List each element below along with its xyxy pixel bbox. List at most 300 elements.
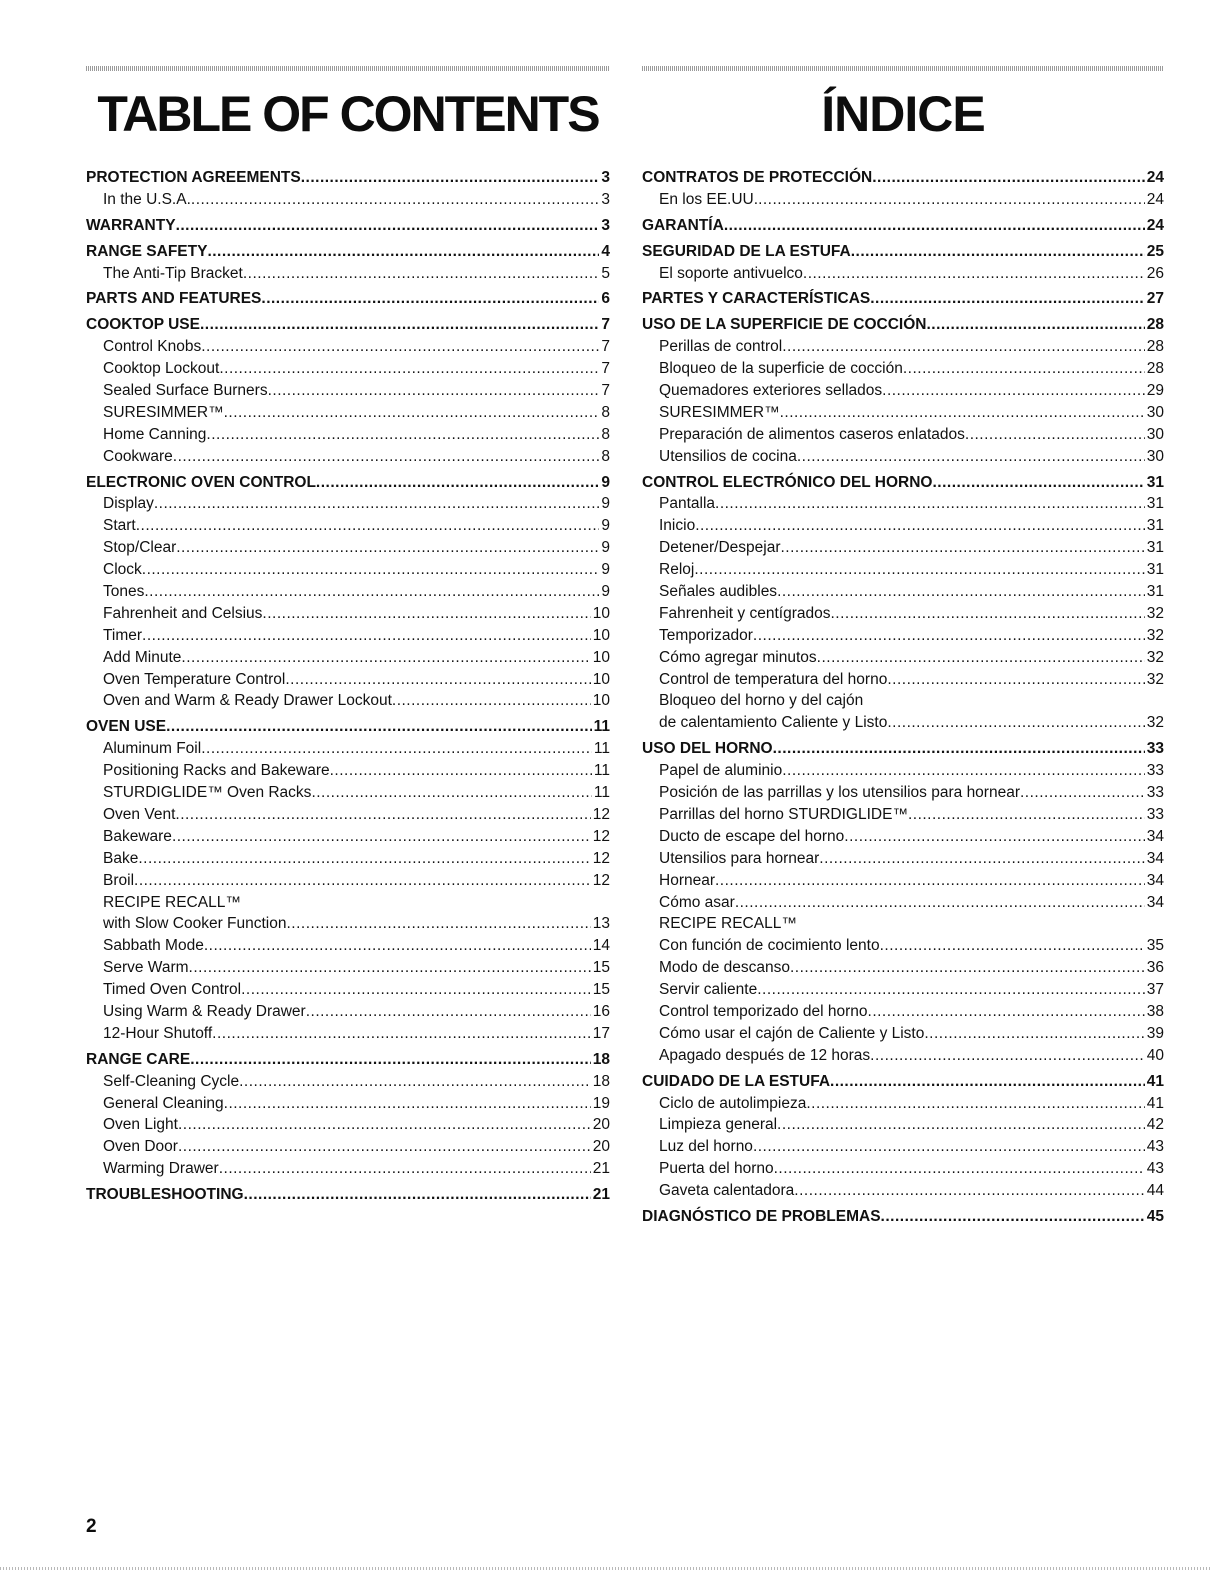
toc-subentry: [642, 380, 1164, 402]
entry-page-number: 9: [601, 495, 610, 513]
toc-subentry: [642, 1136, 1164, 1158]
entry-page-number: 24: [1146, 216, 1164, 234]
entry-page-number: 25: [1146, 242, 1164, 260]
entry-page-number: 24: [1146, 169, 1164, 186]
entry-title: Bakeware: [103, 827, 172, 845]
toc-section-entry: [86, 472, 610, 494]
entry-page-number: 3: [601, 169, 610, 186]
entry-page-number: 37: [1146, 981, 1164, 999]
entry-title: COOKTOP USE: [86, 316, 200, 334]
toc-subentry: [642, 1114, 1164, 1136]
toc-section-entry: [642, 1071, 1164, 1093]
entry-title: Perillas de control: [659, 338, 783, 356]
dot-leader: [244, 1184, 591, 1206]
toc-subentry: [86, 979, 610, 1001]
entry-title: Bloqueo del horno y del cajón: [659, 692, 864, 710]
entry-page-number: 9: [601, 539, 610, 557]
entry-page-number: 11: [593, 784, 610, 802]
entry-page-number: 41: [1146, 1094, 1164, 1112]
entry-page-number: 9: [601, 517, 610, 535]
dot-leader: [392, 690, 591, 712]
entry-page-number: 7: [601, 382, 610, 400]
toc-subentry: [642, 402, 1164, 424]
toc-subentry: [86, 1071, 610, 1093]
entry-page-number: 35: [1146, 937, 1164, 955]
dot-leader: [178, 1114, 591, 1136]
dot-leader: [715, 493, 1145, 515]
toc-subentry: [642, 625, 1164, 647]
toc-section-entry: [642, 314, 1164, 336]
entry-page-number: 11: [593, 740, 610, 758]
entry-page-number: 9: [601, 561, 610, 579]
entry-title: RECIPE RECALL™: [659, 915, 797, 933]
bottom-divider: [0, 1567, 1211, 1570]
entry-page-number: 11: [593, 718, 610, 736]
toc-subentry: [86, 1093, 610, 1115]
entry-title: Cómo usar el cajón de Caliente y Listo: [659, 1024, 925, 1042]
entry-title: Utensilios de cocina: [659, 447, 797, 465]
entry-page-number: 5: [601, 264, 610, 282]
dot-leader: [207, 241, 599, 263]
dot-leader: [887, 712, 1144, 734]
toc-subentry: [86, 1023, 610, 1045]
entry-title: CONTRATOS DE PROTECCIÓN: [642, 169, 873, 186]
entry-title: SURESIMMER™: [103, 403, 224, 421]
dot-leader: [794, 1180, 1144, 1202]
toc-subentry: [86, 189, 610, 211]
entry-title: Posición de las parrillas y los utensilios para hornear: [659, 784, 1020, 802]
entry-title: Self-Cleaning Cycle: [103, 1072, 240, 1090]
entry-page-number: 34: [1146, 893, 1164, 911]
dot-leader: [797, 446, 1145, 468]
toc-subentry: [642, 559, 1164, 581]
toc-subentry: [642, 935, 1164, 957]
toc-subentry: [86, 913, 610, 935]
dot-leader: [154, 493, 600, 515]
dot-leader: [803, 263, 1145, 285]
entry-title: Control Knobs: [103, 338, 202, 356]
entry-title: Broil: [103, 871, 135, 889]
entry-page-number: 33: [1146, 740, 1164, 758]
dot-leader: [166, 716, 592, 738]
entry-page-number: 29: [1146, 382, 1164, 400]
toc-subentry: [642, 913, 1164, 935]
entry-title: Control de temperatura del horno: [659, 670, 888, 688]
dot-leader: [176, 537, 599, 559]
entry-title: PARTS AND FEATURES: [86, 290, 262, 308]
dot-leader: [219, 358, 599, 380]
entry-page-number: 9: [601, 583, 610, 601]
dot-leader: [868, 1001, 1145, 1023]
toc-subentry: [642, 189, 1164, 211]
entry-title: Fahrenheit y centígrados: [659, 604, 831, 622]
toc-subentry: [86, 515, 610, 537]
toc-subentry: [86, 446, 610, 468]
dot-leader: [224, 402, 600, 424]
toc-subentry: [86, 424, 610, 446]
entry-page-number: 20: [592, 1138, 610, 1156]
dot-leader: [819, 848, 1144, 870]
entry-page-number: 10: [592, 626, 610, 644]
dot-leader: [285, 669, 590, 691]
dot-leader: [724, 215, 1145, 237]
entry-page-number: 28: [1146, 338, 1164, 356]
toc-subentry: [86, 760, 610, 782]
dot-leader: [201, 738, 592, 760]
entry-page-number: 18: [592, 1072, 610, 1090]
dot-leader: [926, 314, 1144, 336]
entry-title: Puerta del horno: [659, 1160, 774, 1178]
toc-subentry: [642, 537, 1164, 559]
dot-leader: [224, 1093, 591, 1115]
entry-page-number: 40: [1146, 1046, 1164, 1064]
toc-subentry: [642, 760, 1164, 782]
toc-section-entry: [86, 1049, 610, 1071]
entry-page-number: 9: [601, 473, 610, 491]
entry-title: SEGURIDAD DE LA ESTUFA: [642, 242, 851, 260]
entry-page-number: 8: [601, 447, 610, 465]
dot-leader: [1020, 782, 1145, 804]
entry-page-number: 30: [1146, 447, 1164, 465]
dot-leader: [933, 472, 1145, 494]
entry-page-number: 34: [1146, 849, 1164, 867]
dot-leader: [851, 241, 1145, 263]
dot-leader: [181, 647, 590, 669]
entry-page-number: 12: [592, 805, 610, 823]
entry-page-number: 12: [592, 849, 610, 867]
toc-subentry: [86, 358, 610, 380]
entry-page-number: 26: [1146, 264, 1164, 282]
dot-leader: [175, 804, 590, 826]
toc-section-entry: [642, 167, 1164, 189]
entry-page-number: 14: [592, 937, 610, 955]
dot-leader: [924, 1023, 1144, 1045]
dot-leader: [204, 935, 591, 957]
toc-section-entry: [642, 1206, 1164, 1228]
toc-subentry: [86, 263, 610, 285]
dot-leader: [881, 1206, 1145, 1228]
indice-title: ÍNDICE: [821, 86, 985, 142]
entry-page-number: 41: [1146, 1072, 1164, 1090]
entry-title: RANGE CARE: [86, 1050, 191, 1068]
toc-subentry: [642, 826, 1164, 848]
toc-section-entry: [642, 288, 1164, 310]
dot-leader: [191, 189, 599, 211]
entry-title: Home Canning: [103, 425, 207, 443]
entry-page-number: 17: [592, 1024, 610, 1042]
entry-page-number: 16: [592, 1002, 610, 1020]
entry-title: Reloj: [659, 561, 695, 579]
entry-title: Aluminum Foil: [103, 740, 202, 758]
entry-title: Stop/Clear: [103, 539, 177, 557]
toc-subentry: [86, 782, 610, 804]
dot-leader: [330, 760, 592, 782]
entry-title: Papel de aluminio: [659, 762, 783, 780]
entry-page-number: 32: [1146, 626, 1164, 644]
toc-subentry: [642, 1158, 1164, 1180]
entry-page-number: 33: [1146, 762, 1164, 780]
entry-title: En los EE.UU.: [659, 190, 759, 208]
entry-title: Oven and Warm & Ready Drawer Lockout: [103, 692, 392, 710]
dot-leader: [239, 1071, 591, 1093]
entry-title: Con función de cocimiento lento: [659, 937, 880, 955]
dot-leader: [144, 581, 599, 603]
entry-page-number: 24: [1146, 190, 1164, 208]
entry-page-number: 21: [592, 1186, 610, 1204]
toc-subentry: [86, 1001, 610, 1023]
entry-title: Oven Vent: [103, 805, 176, 823]
entry-page-number: 10: [592, 670, 610, 688]
entry-title: Serve Warm: [103, 959, 189, 977]
toc-subentry: [642, 424, 1164, 446]
dot-leader: [173, 446, 600, 468]
entry-page-number: 10: [592, 648, 610, 666]
entry-title: Ducto de escape del horno: [659, 827, 845, 845]
entry-page-number: 12: [592, 827, 610, 845]
entry-title: Cooktop Lockout: [103, 360, 220, 378]
dot-leader: [790, 957, 1145, 979]
entry-page-number: 11: [593, 762, 610, 780]
entry-page-number: 13: [592, 915, 610, 933]
toc-subentry: [642, 358, 1164, 380]
toc-subentry: [86, 402, 610, 424]
entry-title: Cómo agregar minutos: [659, 648, 817, 666]
dot-leader: [870, 288, 1145, 310]
toc-subentry: [642, 1045, 1164, 1067]
dot-leader: [200, 314, 599, 336]
dot-leader: [780, 402, 1145, 424]
entry-title: Utensilios para hornear: [659, 849, 820, 867]
entry-page-number: 6: [601, 290, 610, 308]
toc-subentry: [86, 581, 610, 603]
entry-page-number: 3: [601, 216, 610, 234]
toc-subentry: [86, 935, 610, 957]
dot-leader: [887, 669, 1144, 691]
entry-title: USO DEL HORNO: [642, 740, 773, 758]
dot-leader: [780, 537, 1144, 559]
entry-title: Bake: [103, 849, 139, 867]
entry-page-number: 30: [1146, 403, 1164, 421]
entry-title: Pantalla: [659, 495, 716, 513]
entry-title: ELECTRONIC OVEN CONTROL: [86, 473, 316, 491]
entry-title: Luz del horno: [659, 1138, 753, 1156]
dot-leader: [882, 380, 1145, 402]
toc-subentry: [86, 804, 610, 826]
toc-subentry: [86, 1114, 610, 1136]
entry-page-number: 34: [1146, 871, 1164, 889]
toc-subentry: [642, 848, 1164, 870]
entry-page-number: 31: [1146, 517, 1164, 535]
entry-page-number: 30: [1146, 425, 1164, 443]
top-divider: [642, 66, 1164, 71]
dot-leader: [134, 870, 591, 892]
entry-page-number: 10: [592, 692, 610, 710]
toc-list: [86, 167, 610, 1206]
toc-subentry: [86, 1136, 610, 1158]
entry-title: Bloqueo de la superficie de cocción: [659, 360, 903, 378]
toc-section-entry: [86, 716, 610, 738]
toc-subentry: [642, 690, 1164, 712]
toc-subentry: [642, 581, 1164, 603]
entry-title: Detener/Despejar: [659, 539, 781, 557]
dot-leader: [777, 581, 1145, 603]
entry-title: 12-Hour Shutoff: [103, 1024, 213, 1042]
entry-title: Warming Drawer: [103, 1160, 219, 1178]
toc-subentry: [86, 669, 610, 691]
entry-title: Using Warm & Ready Drawer: [103, 1002, 306, 1020]
entry-page-number: 19: [592, 1094, 610, 1112]
toc-subentry: [86, 336, 610, 358]
dot-leader: [219, 1158, 591, 1180]
dot-leader: [965, 424, 1145, 446]
dot-leader: [142, 625, 591, 647]
entry-title: General Cleaning: [103, 1094, 224, 1112]
entry-page-number: 31: [1146, 495, 1164, 513]
toc-subentry: [642, 1001, 1164, 1023]
entry-title: CUIDADO DE LA ESTUFA: [642, 1072, 831, 1090]
entry-title: Clock: [103, 561, 142, 579]
dot-leader: [880, 935, 1145, 957]
entry-page-number: 32: [1146, 670, 1164, 688]
entry-title: Tones: [103, 583, 145, 601]
toc-subentry: [642, 782, 1164, 804]
dot-leader: [773, 738, 1145, 760]
dot-leader: [817, 647, 1145, 669]
dot-leader: [774, 1158, 1145, 1180]
toc-subentry: [86, 690, 610, 712]
entry-title: Oven Door: [103, 1138, 178, 1156]
toc-title: TABLE OF CONTENTS: [97, 86, 599, 142]
dot-leader: [201, 336, 599, 358]
toc-subentry: [642, 515, 1164, 537]
toc-subentry: [86, 957, 610, 979]
toc-english-column: [86, 66, 610, 1206]
dot-leader: [758, 189, 1145, 211]
toc-section-entry: [642, 738, 1164, 760]
entry-title: Preparación de alimentos caseros enlatados: [659, 425, 965, 443]
entry-title: Timed Oven Control: [103, 981, 242, 999]
entry-page-number: 4: [601, 242, 610, 260]
entry-page-number: 43: [1146, 1138, 1164, 1156]
toc-section-entry: [642, 472, 1164, 494]
dot-leader: [301, 167, 600, 189]
toc-subentry: [86, 826, 610, 848]
dot-leader: [782, 336, 1145, 358]
toc-subentry: [86, 892, 610, 914]
toc-subentry: [642, 446, 1164, 468]
entry-title: Timer: [103, 626, 143, 644]
toc-subentry: [86, 870, 610, 892]
entry-page-number: 36: [1146, 959, 1164, 977]
entry-title: Hornear: [659, 871, 715, 889]
toc-section-entry: [86, 288, 610, 310]
toc-subentry: [642, 647, 1164, 669]
entry-page-number: 31: [1146, 583, 1164, 601]
toc-subentry: [642, 1093, 1164, 1115]
toc-subentry: [642, 1180, 1164, 1202]
entry-title: Display: [103, 495, 154, 513]
toc-section-entry: [86, 314, 610, 336]
toc-section-entry: [86, 1184, 610, 1206]
indice-list: [642, 167, 1164, 1228]
toc-subentry: [642, 892, 1164, 914]
entry-page-number: 32: [1146, 648, 1164, 666]
entry-title: RANGE SAFETY: [86, 242, 208, 260]
entry-page-number: 38: [1146, 1002, 1164, 1020]
toc-subentry: [642, 979, 1164, 1001]
dot-leader: [243, 263, 600, 285]
entry-title: SURESIMMER™: [659, 403, 780, 421]
dot-leader: [782, 760, 1145, 782]
dot-leader: [830, 603, 1144, 625]
entry-title: Oven Temperature Control: [103, 670, 286, 688]
indice-spanish-column: [642, 66, 1164, 1228]
dot-leader: [138, 848, 590, 870]
dot-leader: [268, 380, 600, 402]
entry-page-number: 20: [592, 1116, 610, 1134]
toc-subentry: [86, 647, 610, 669]
dot-leader: [903, 358, 1145, 380]
dot-leader: [715, 870, 1145, 892]
entry-title: PROTECTION AGREEMENTS: [86, 169, 301, 186]
entry-title: STURDIGLIDE™ Oven Racks: [103, 784, 312, 802]
dot-leader: [777, 1114, 1145, 1136]
toc-subentry: [642, 1023, 1164, 1045]
dot-leader: [206, 424, 599, 446]
entry-title: WARRANTY: [86, 216, 176, 234]
entry-page-number: 32: [1146, 714, 1164, 732]
dot-leader: [142, 559, 600, 581]
entry-title: Quemadores exteriores sellados: [659, 382, 883, 400]
entry-page-number: 39: [1146, 1024, 1164, 1042]
entry-page-number: 34: [1146, 827, 1164, 845]
entry-page-number: 15: [592, 959, 610, 977]
toc-subentry: [642, 669, 1164, 691]
toc-subentry: [642, 712, 1164, 734]
dot-leader: [261, 288, 599, 310]
entry-title: Ciclo de autolimpieza: [659, 1094, 807, 1112]
toc-section-entry: [86, 167, 610, 189]
entry-page-number: 31: [1146, 561, 1164, 579]
toc-subentry: [86, 559, 610, 581]
entry-title: PARTES Y CARACTERÍSTICAS: [642, 290, 871, 308]
entry-title: CONTROL ELECTRÓNICO DEL HORNO: [642, 473, 933, 491]
entry-title: de calentamiento Caliente y Listo: [659, 714, 888, 732]
dot-leader: [190, 1049, 591, 1071]
entry-page-number: 18: [592, 1050, 610, 1068]
dot-leader: [311, 782, 591, 804]
dot-leader: [844, 826, 1144, 848]
toc-subentry: [642, 493, 1164, 515]
entry-title: Control temporizado del horno: [659, 1002, 868, 1020]
entry-page-number: 28: [1146, 360, 1164, 378]
entry-title: Sabbath Mode: [103, 937, 204, 955]
toc-subentry: [642, 336, 1164, 358]
entry-title: Limpieza general: [659, 1116, 778, 1134]
toc-subentry: [86, 537, 610, 559]
dot-leader: [287, 913, 591, 935]
entry-title: OVEN USE: [86, 718, 167, 736]
entry-page-number: 31: [1146, 539, 1164, 557]
dot-leader: [830, 1071, 1145, 1093]
toc-section-entry: [86, 215, 610, 237]
toc-section-entry: [86, 241, 610, 263]
entry-title: Cookware: [103, 447, 173, 465]
toc-subentry: [86, 380, 610, 402]
entry-title: Add Minute: [103, 648, 182, 666]
dot-leader: [212, 1023, 591, 1045]
dot-leader: [136, 515, 600, 537]
